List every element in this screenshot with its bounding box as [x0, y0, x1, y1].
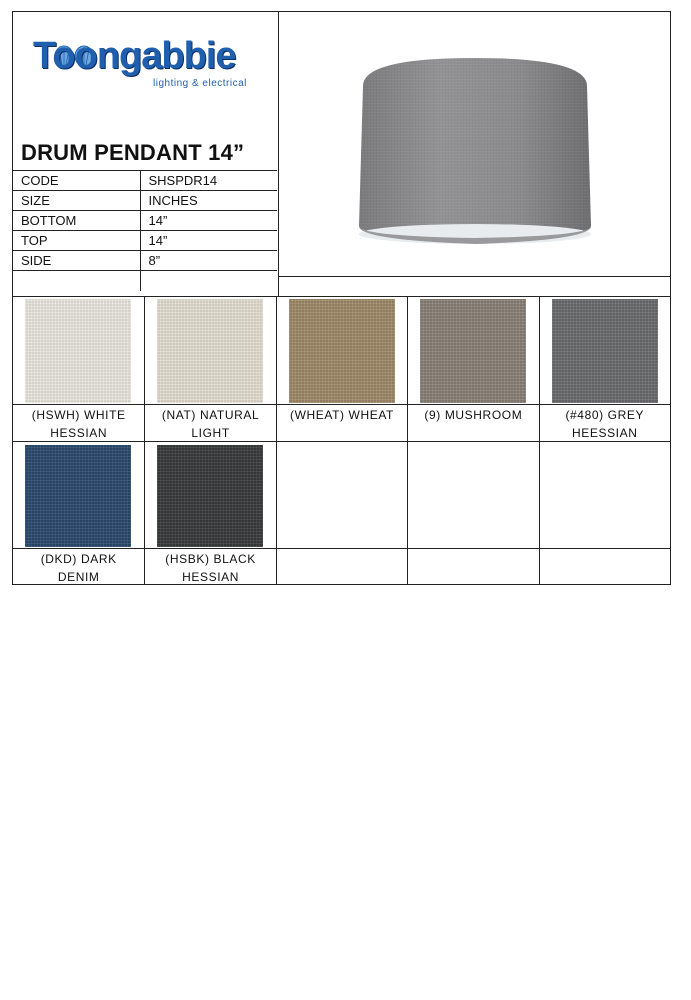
- drum-shade-image: [355, 40, 595, 260]
- swatch-caption: [147, 550, 273, 586]
- swatch-cell: [407, 442, 538, 585]
- spec-value: 8”: [140, 251, 277, 271]
- spec-value: 14”: [140, 211, 277, 231]
- spec-key: CODE: [13, 171, 140, 191]
- swatch-caption-line2: LIGHT: [191, 426, 230, 440]
- swatch-caption-line2: DENIM: [57, 570, 100, 584]
- spec-row: [13, 191, 277, 211]
- swatch-caption-line1: (WHEAT) WHEAT: [289, 408, 394, 422]
- swatch-caption: [15, 406, 142, 442]
- fabric-swatch: [25, 299, 131, 403]
- product-image-panel: [279, 12, 669, 276]
- fabric-swatch: [25, 445, 131, 547]
- swatch-cell: [276, 297, 407, 441]
- spec-row: [13, 251, 277, 271]
- swatch-cell: [144, 297, 275, 441]
- swatch-cell: [144, 442, 275, 585]
- swatch-caption-line1: (#480) GREY: [565, 408, 645, 422]
- fabric-swatch: [289, 299, 395, 403]
- spec-value: 14”: [140, 231, 277, 251]
- caption-divider: [408, 548, 538, 549]
- fabric-swatch: [157, 299, 263, 403]
- caption-divider: [145, 404, 275, 405]
- swatch-cell: [276, 442, 407, 585]
- swatch-caption-line1: (DKD) DARK: [40, 552, 117, 566]
- swatch-caption-line1: (HSBK) BLACK: [165, 552, 256, 566]
- swatch-cell: [13, 442, 144, 585]
- spec-key: BOTTOM: [13, 211, 140, 231]
- spec-table: [13, 170, 277, 291]
- spec-row: [13, 231, 277, 251]
- swatch-caption-line2: HESSIAN: [50, 426, 108, 440]
- brand-name: Toongabbie: [33, 35, 236, 77]
- fabric-swatch: [420, 299, 526, 403]
- spec-row: [13, 171, 277, 191]
- swatch-row: [13, 297, 670, 441]
- divider: [279, 276, 670, 277]
- swatch-cell: [539, 442, 670, 585]
- swatch-caption: [15, 550, 142, 586]
- caption-divider: [13, 548, 144, 549]
- swatch-caption-line1: (HSWH) WHITE: [31, 408, 126, 422]
- spec-value: SHSPDR14: [140, 171, 277, 191]
- swatch-caption: [279, 406, 405, 424]
- swatch-caption: [147, 406, 273, 442]
- swatch-grid: [13, 297, 670, 585]
- spec-key: TOP: [13, 231, 140, 251]
- swatch-caption-line2: HESSIAN: [182, 570, 240, 584]
- product-info-panel: [13, 12, 279, 296]
- spec-key: SIDE: [13, 251, 140, 271]
- swatch-cell: [13, 297, 144, 441]
- spec-key: SIZE: [13, 191, 140, 211]
- swatch-caption: [410, 406, 536, 424]
- fabric-swatch: [552, 299, 658, 403]
- swatch-caption-line1: (9) MUSHROOM: [424, 408, 523, 422]
- caption-divider: [540, 548, 670, 549]
- fabric-swatch: [157, 445, 263, 547]
- swatch-caption-line2: HEESSIAN: [572, 426, 638, 440]
- swatch-cell: [539, 297, 670, 441]
- spec-value: INCHES: [140, 191, 277, 211]
- caption-divider: [277, 404, 407, 405]
- brand-logo: [33, 32, 273, 112]
- spec-row: [13, 211, 277, 231]
- swatch-cell: [407, 297, 538, 441]
- product-spec-sheet: [12, 11, 671, 585]
- spec-row-blank: [13, 271, 277, 291]
- product-title: DRUM PENDANT 14”: [21, 140, 245, 165]
- brand-tagline: lighting & electrical: [153, 78, 247, 89]
- spec-key: [13, 271, 140, 291]
- caption-divider: [145, 548, 275, 549]
- caption-divider: [408, 404, 538, 405]
- caption-divider: [277, 548, 407, 549]
- swatch-row: [13, 441, 670, 585]
- spec-value: [140, 271, 277, 291]
- swatch-caption: [542, 406, 668, 442]
- caption-divider: [13, 404, 144, 405]
- caption-divider: [540, 404, 670, 405]
- swatch-caption-line1: (NAT) NATURAL: [161, 408, 260, 422]
